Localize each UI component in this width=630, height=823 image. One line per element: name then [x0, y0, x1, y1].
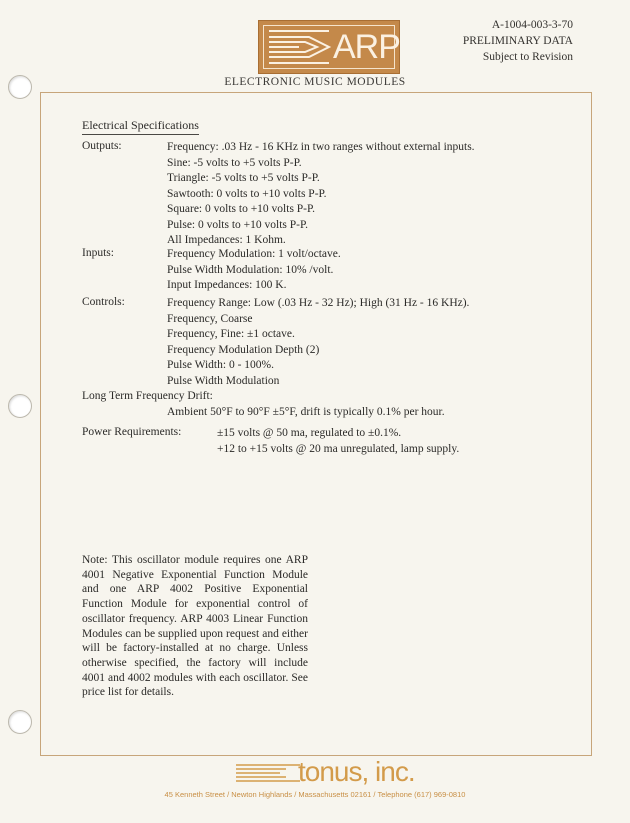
- tonus-brand: tonus, inc.: [298, 756, 415, 787]
- outputs-line: Sine: -5 volts to +5 volts P-P.: [167, 156, 302, 169]
- inputs-line: Frequency Modulation: 1 volt/octave.: [167, 248, 341, 260]
- outputs-line: Triangle: -5 volts to +5 volts P-P.: [167, 172, 320, 184]
- document-info: [463, 17, 573, 65]
- document-status: PRELIMINARY DATA: [462, 35, 573, 47]
- section-title: Electrical Specifications: [82, 118, 199, 135]
- controls-line: Pulse Width: 0 - 100%.: [167, 359, 274, 371]
- outputs-line: Frequency: .03 Hz - 16 KHz in two ranges without external inputs.: [167, 141, 475, 153]
- outputs-list: [167, 140, 475, 249]
- drift-label: Long Term Frequency Drift:: [82, 390, 213, 402]
- controls-line: Frequency, Fine: ±1 octave.: [167, 328, 295, 340]
- inputs-line: Input Impedances: 100 K.: [167, 279, 287, 291]
- controls-line: Frequency, Coarse: [167, 312, 253, 325]
- tonus-logo: [0, 756, 630, 788]
- arp-logo: [258, 20, 400, 74]
- logo-text: ARP: [333, 28, 400, 66]
- punch-hole-middle: [8, 394, 32, 418]
- document-number: A-1004-003-3-70: [491, 19, 573, 31]
- inputs-line: Pulse Width Modulation: 10% /volt.: [167, 263, 334, 276]
- power-line: +12 to +15 volts @ 20 ma unregulated, lamp supply.: [217, 442, 460, 455]
- outputs-line: Pulse: 0 volts to +10 volts P-P.: [167, 218, 308, 231]
- drift-text: Ambient 50°F to 90°F ±5°F, drift is typically 0.1% per hour.: [167, 406, 445, 418]
- tonus-stripes-icon: [236, 762, 302, 784]
- controls-line: Frequency Modulation Depth (2): [167, 343, 320, 356]
- document-revision: Subject to Revision: [482, 51, 573, 63]
- controls-line: Pulse Width Modulation: [167, 374, 280, 387]
- controls-label: Controls:: [82, 296, 125, 308]
- power-list: [217, 426, 459, 457]
- punch-hole-bottom: [8, 710, 32, 734]
- controls-list: [167, 296, 469, 389]
- note-paragraph: Note: This oscillator module requires one ARP 4001 Negative Exponential Function Module and one ARP 4002 Positive Exponential Function Module for exponential control of oscillator frequency. ARP 4003 Linear Function Modules can be supplied upon request and either will be factory-installed at no charge. Unless otherwise specified, the factory will include 4001 and 4002 modules with each oscillator. See price list for details.: [82, 554, 308, 699]
- inputs-label: Inputs:: [82, 247, 114, 259]
- outputs-line: Sawtooth: 0 volts to +10 volts P-P.: [167, 187, 327, 200]
- company-address: 45 Kenneth Street / Newton Highlands / Massachusetts 02161 / Telephone (617) 969-0810: [164, 790, 466, 799]
- controls-line: Frequency Range: Low (.03 Hz - 32 Hz); High (31 Hz - 16 KHz).: [167, 297, 470, 309]
- outputs-line: Square: 0 volts to +10 volts P-P.: [167, 203, 316, 215]
- power-line: ±15 volts @ 50 ma, regulated to ±0.1%.: [217, 427, 402, 439]
- outputs-line: All Impedances: 1 Kohm.: [167, 234, 286, 246]
- inputs-list: [167, 247, 341, 294]
- power-label: Power Requirements:: [82, 426, 182, 438]
- arp-logo-stripes-icon: [259, 21, 339, 73]
- module-title: ELECTRONIC MUSIC MODULES: [224, 76, 406, 88]
- outputs-label: Outputs:: [82, 140, 122, 152]
